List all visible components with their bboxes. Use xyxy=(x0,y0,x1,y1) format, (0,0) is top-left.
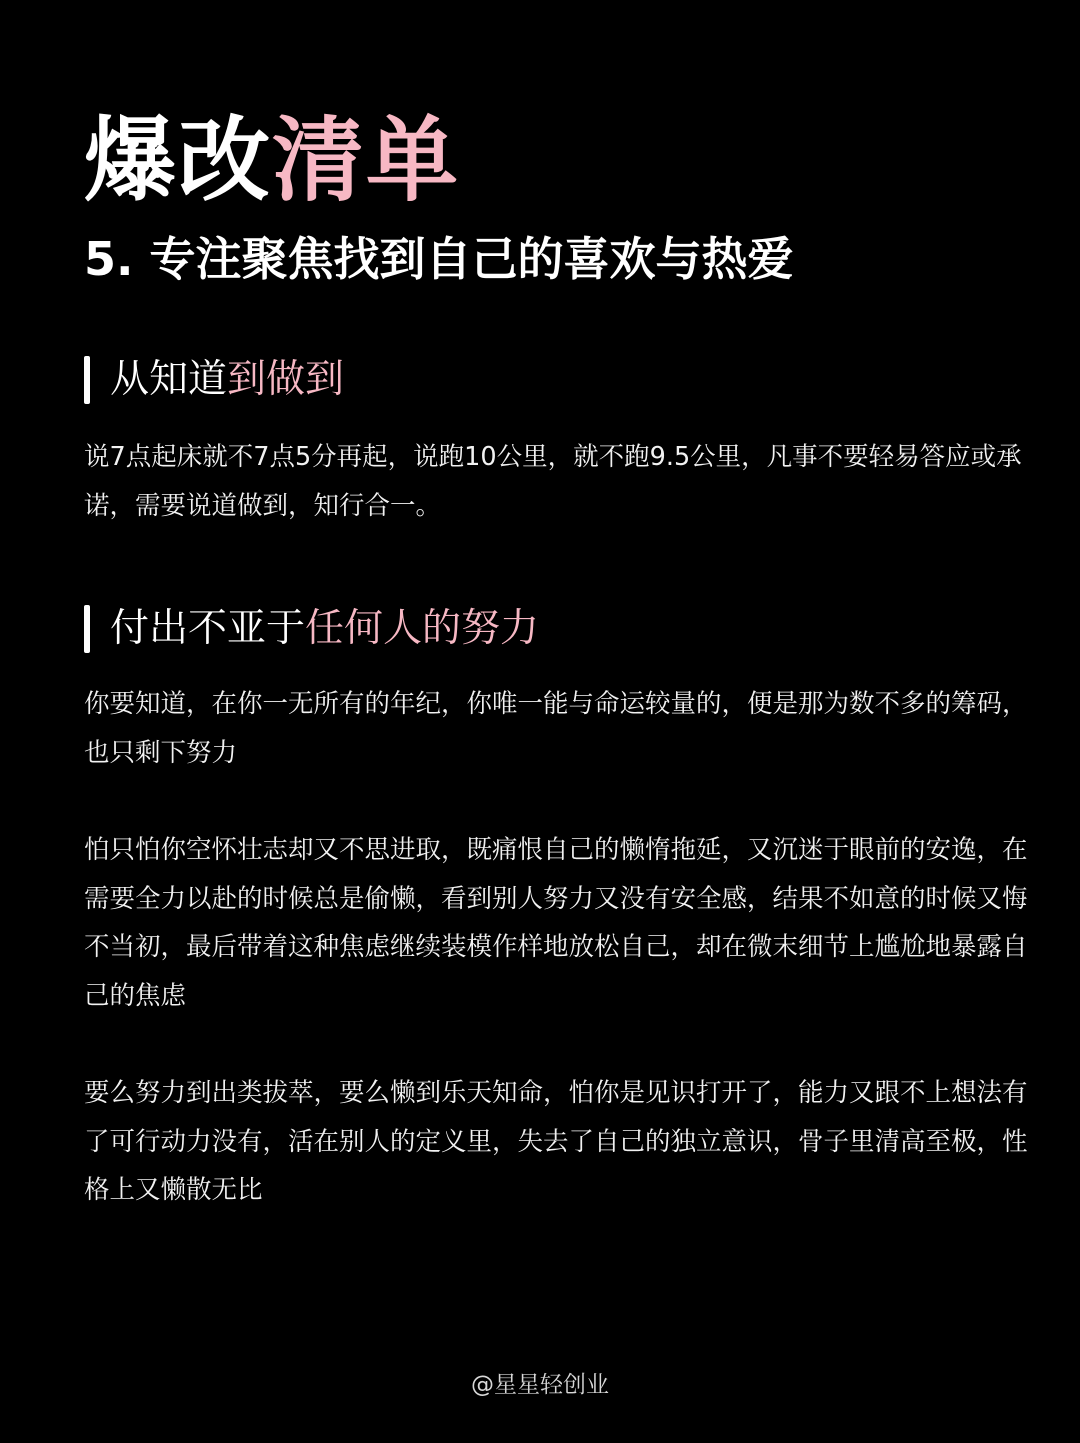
section-2-paragraph-1: 你要知道，在你一无所有的年纪，你唯一能与命运较量的，便是那为数不多的筹码，也只剩下努力 xyxy=(84,689,1028,768)
page-subtitle: 5. 专注聚焦找到自己的喜欢与热爱 xyxy=(84,232,794,286)
page-title xyxy=(84,108,460,214)
title-plain: 爆改 xyxy=(84,107,273,214)
section-2-paragraph-3: 要么努力到出类拔萃，要么懒到乐天知命，怕你是见识打开了，能力又跟不上想法有了可行动力没有，活在别人的定义里，失去了自己的独立意识，骨子里清高至极，性格上又懒散无比 xyxy=(84,1078,1028,1205)
heading-bar xyxy=(84,356,90,404)
heading-plain: 付出不亚于 xyxy=(110,605,306,651)
heading-accent: 到做到 xyxy=(227,356,345,402)
author-watermark: @星星轻创业 xyxy=(471,1372,609,1398)
title-accent: 清单 xyxy=(272,107,461,214)
section-heading-2 xyxy=(84,605,539,653)
section-heading-text xyxy=(110,606,539,653)
heading-plain: 从知道 xyxy=(110,356,228,402)
section-heading-text xyxy=(110,357,344,404)
section-heading-1 xyxy=(84,356,344,404)
section-2-paragraph-2: 怕只怕你空怀壮志却又不思进取，既痛恨自己的懒惰拖延，又沉迷于眼前的安逸，在需要全力以赴的时候总是偷懒，看到别人努力又没有安全感，结果不如意的时候又悔不当初，最后带着这种焦虑继续装模作样地放松自己，却在微末细节上尴尬地暴露自己的焦虑 xyxy=(84,835,1028,1011)
heading-bar xyxy=(84,605,90,653)
section-1-paragraph-1: 说7点起床就不7点5分再起，说跑10公里，就不跑9.5公里，凡事不要轻易答应或承诺，需要说道做到，知行合一。 xyxy=(84,442,1022,521)
heading-accent: 任何人的努力 xyxy=(305,605,540,651)
